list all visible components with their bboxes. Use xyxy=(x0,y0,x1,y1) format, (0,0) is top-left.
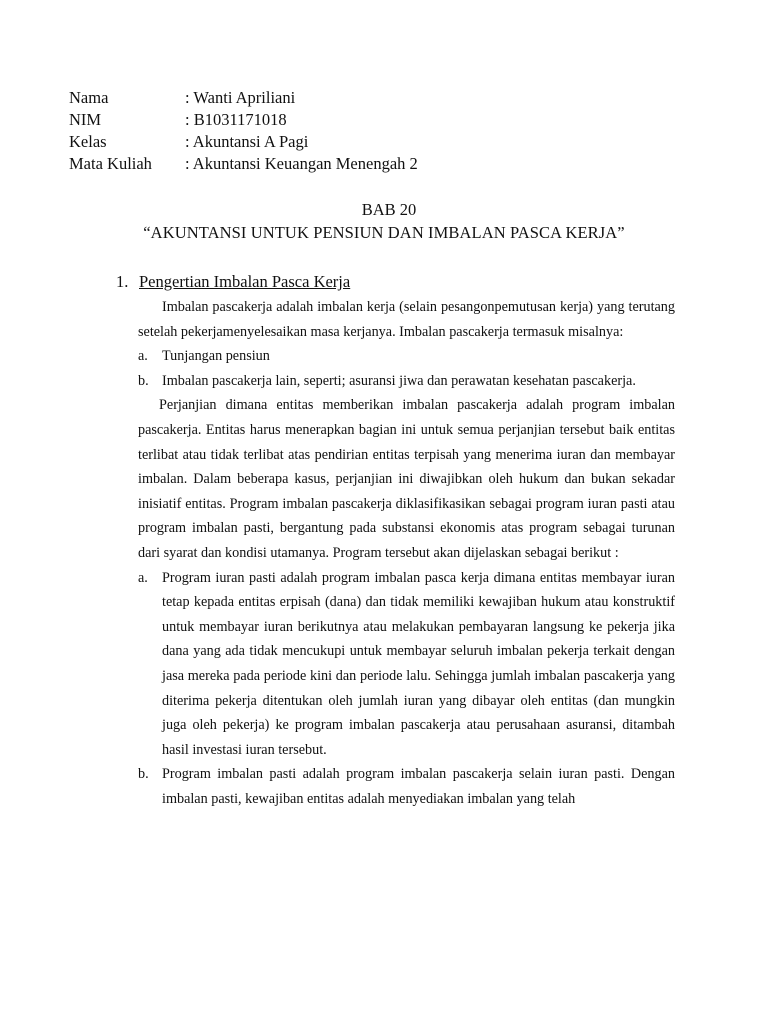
info-value: : Akuntansi A Pagi xyxy=(185,132,309,151)
list-item-text: Imbalan pascakerja lain, seperti; asuransi jiwa dan perawatan kesehatan pascakerja. xyxy=(162,372,636,389)
info-value: : B1031171018 xyxy=(185,110,287,129)
list-item xyxy=(138,344,675,369)
list-item-text: Tunjangan pensiun xyxy=(162,348,270,365)
section-body xyxy=(138,295,675,811)
section-heading xyxy=(116,272,350,292)
info-row-nim xyxy=(69,109,418,131)
student-info xyxy=(69,87,418,175)
info-label: Kelas xyxy=(69,132,107,151)
list-item xyxy=(138,762,675,811)
section-title: Pengertian Imbalan Pasca Kerja xyxy=(139,272,351,291)
list-marker: a. xyxy=(138,569,148,586)
list-item xyxy=(138,369,675,394)
info-row-mata-kuliah xyxy=(69,153,418,175)
list-marker: b. xyxy=(138,372,149,389)
chapter-number: BAB 20 xyxy=(361,200,417,219)
list-marker: a. xyxy=(138,348,148,365)
info-value: : Wanti Apriliani xyxy=(185,88,296,107)
paragraph-intro: Imbalan pascakerja adalah imbalan kerja (selain pesangonpemutusan kerja) yang terutang setelah pekerjamenyelesaikan masa kerjanya. Imbalan pascakerja termasuk misalnya: xyxy=(138,299,675,340)
list-marker: b. xyxy=(138,766,149,783)
list-item xyxy=(138,566,675,763)
list-item-text: Program iuran pasti adalah program imbalan pasca kerja dimana entitas membayar iuran tetap kepada entitas erpisah (dana) dan tidak memiliki kewajiban hukum atau konstruktif untuk membayar iuran berikutnya atau melakukan pembayaran langsung ke pekerja jika dana yang ada tidak mencukupi untuk membayar seluruh imbalan pekerja terkait dengan jasa mereka pada periode kini dan periode lalu. Sehingga jumlah imbalan pascakerja yang diterima pekerja ditentukan oleh jumlah iuran yang dibayar oleh entitas (dan mungkin juga oleh pekerja) ke program imbalan pascakerja atau perusahaan asuransi, ditambah hasil investasi iuran tersebut. xyxy=(162,569,675,758)
paragraph-program: Perjanjian dimana entitas memberikan imbalan pascakerja adalah program imbalan pascakerja. Entitas harus menerapkan bagian ini untuk semua perjanjian tersebut baik entitas terlibat atau tidak terlibat atas pendirian entitas terpisah yang menerima iuran dan membayar imbalan. Dalam beberapa kasus, perjanjian ini diwajibkan oleh hukum dan bukan sekadar inisiatif entitas. Program imbalan pascakerja diklasifikasikan sebagai program iuran pasti atau program imbalan pasti, bergantung pada substansi ekonomis atas program sebagai turunan dari syarat dan kondisi utamanya. Program tersebut akan dijelaskan sebagai berikut : xyxy=(138,397,675,561)
section-number: 1. xyxy=(116,272,129,291)
info-label: Mata Kuliah xyxy=(69,154,152,173)
info-row-nama xyxy=(69,87,418,109)
list-item-text: Program imbalan pasti adalah program imbalan pascakerja selain iuran pasti. Dengan imbalan pasti, kewajiban entitas adalah menyediakan imbalan yang telah xyxy=(162,766,675,807)
info-value: : Akuntansi Keuangan Menengah 2 xyxy=(185,154,418,173)
info-row-kelas xyxy=(69,131,418,153)
info-label: NIM xyxy=(69,110,102,129)
chapter-title: “AKUNTANSI UNTUK PENSIUN DAN IMBALAN PASCA KERJA” xyxy=(143,223,625,242)
info-label: Nama xyxy=(69,88,109,107)
